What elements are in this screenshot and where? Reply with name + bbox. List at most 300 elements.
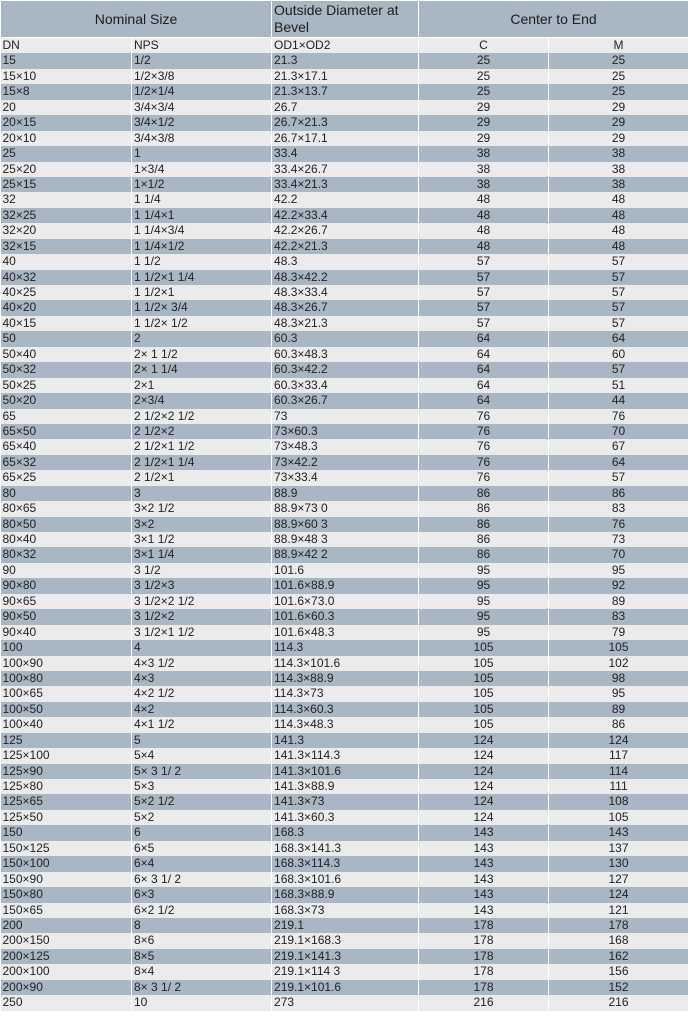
cell-nps: 1 1/2×1 [132,285,272,300]
cell-nps: 2×3/4 [132,393,272,408]
cell-c: 143 [419,887,549,902]
cell-c: 95 [419,594,549,609]
table-row [1,347,688,362]
cell-dn: 125×80 [1,779,132,794]
table-row [1,764,688,779]
cell-m: 216 [549,995,688,1010]
cell-c: 25 [419,84,549,99]
cell-od: 26.7×21.3 [272,115,419,130]
cell-nps: 3×2 1/2 [132,501,272,516]
table-row [1,594,688,609]
cell-m: 92 [549,578,688,593]
cell-dn: 100×50 [1,702,132,717]
cell-c: 64 [419,378,549,393]
cell-m: 44 [549,393,688,408]
cell-m: 162 [549,949,688,964]
cell-c: 95 [419,578,549,593]
cell-dn: 200×150 [1,933,132,948]
cell-c: 143 [419,872,549,887]
cell-dn: 50×40 [1,347,132,362]
cell-c: 178 [419,918,549,933]
cell-m: 86 [549,486,688,501]
cell-od: 73 [272,409,419,424]
table-row [1,810,688,825]
cell-c: 64 [419,393,549,408]
cell-od: 73×33.4 [272,470,419,485]
table-row [1,918,688,933]
cell-dn: 40×15 [1,316,132,331]
table-row [1,517,688,532]
cell-dn: 32 [1,192,132,207]
table-row [1,841,688,856]
cell-c: 143 [419,841,549,856]
cell-m: 168 [549,933,688,948]
cell-m: 48 [549,239,688,254]
cell-dn: 125×50 [1,810,132,825]
table-row [1,933,688,948]
cell-m: 105 [549,810,688,825]
cell-m: 57 [549,270,688,285]
cell-nps: 2× 1 1/2 [132,347,272,362]
table-row [1,903,688,918]
cell-nps: 5 [132,733,272,748]
subheader-c: C [419,38,549,54]
cell-nps: 1 1/2× 1/2 [132,316,272,331]
cell-od: 168.3×114.3 [272,856,419,871]
table-row [1,686,688,701]
table-row [1,794,688,809]
cell-dn: 65 [1,409,132,424]
cell-c: 57 [419,316,549,331]
cell-nps: 1×1/2 [132,177,272,192]
table-row [1,378,688,393]
cell-c: 48 [419,239,549,254]
cell-dn: 100 [1,640,132,655]
cell-m: 60 [549,347,688,362]
cell-c: 25 [419,53,549,68]
cell-od: 60.3×26.7 [272,393,419,408]
cell-dn: 40 [1,254,132,269]
cell-c: 48 [419,223,549,238]
cell-nps: 1 1/4 [132,192,272,207]
cell-dn: 200 [1,918,132,933]
cell-nps: 4×1 1/2 [132,717,272,732]
cell-m: 29 [549,115,688,130]
cell-c: 76 [419,455,549,470]
cell-c: 57 [419,254,549,269]
cell-dn: 25×20 [1,162,132,177]
table-row [1,362,688,377]
cell-nps: 8× 3 1/ 2 [132,980,272,995]
cell-od: 168.3×141.3 [272,841,419,856]
cell-nps: 3 1/2 [132,563,272,578]
table-row [1,779,688,794]
cell-m: 152 [549,980,688,995]
cell-dn: 90×65 [1,594,132,609]
subheader-od: OD1×OD2 [272,38,419,54]
cell-dn: 65×50 [1,424,132,439]
cell-od: 168.3×101.6 [272,872,419,887]
cell-nps: 1 1/4×1/2 [132,239,272,254]
cell-nps: 3 1/2×2 [132,609,272,624]
cell-m: 57 [549,300,688,315]
cell-od: 273 [272,995,419,1010]
cell-dn: 32×20 [1,223,132,238]
cell-m: 83 [549,609,688,624]
cell-dn: 125×100 [1,748,132,763]
cell-m: 102 [549,656,688,671]
cell-c: 64 [419,331,549,346]
table-row [1,717,688,732]
cell-m: 111 [549,779,688,794]
cell-c: 95 [419,563,549,578]
cell-nps: 4×3 1/2 [132,656,272,671]
cell-dn: 40×25 [1,285,132,300]
cell-od: 168.3 [272,825,419,840]
cell-c: 95 [419,609,549,624]
cell-m: 57 [549,470,688,485]
cell-nps: 1 1/4×3/4 [132,223,272,238]
cell-m: 76 [549,517,688,532]
cell-m: 127 [549,872,688,887]
cell-od: 21.3×17.1 [272,69,419,84]
cell-c: 105 [419,702,549,717]
table-row [1,640,688,655]
table-row [1,656,688,671]
cell-m: 73 [549,532,688,547]
header-center-to-end: Center to End [419,1,688,38]
cell-nps: 2 1/2×1 [132,470,272,485]
cell-od: 101.6×88.9 [272,578,419,593]
cell-od: 114.3×48.3 [272,717,419,732]
cell-m: 98 [549,671,688,686]
cell-c: 86 [419,532,549,547]
cell-nps: 8×5 [132,949,272,964]
cell-c: 105 [419,671,549,686]
cell-dn: 100×65 [1,686,132,701]
table-row [1,84,688,99]
cell-m: 48 [549,192,688,207]
cell-nps: 6×4 [132,856,272,871]
cell-m: 25 [549,69,688,84]
cell-m: 89 [549,702,688,717]
cell-nps: 5×4 [132,748,272,763]
cell-od: 141.3 [272,733,419,748]
table-row [1,609,688,624]
cell-nps: 3×1 1/4 [132,547,272,562]
cell-od: 26.7 [272,100,419,115]
cell-nps: 5×3 [132,779,272,794]
subheader-m: M [549,38,688,54]
cell-dn: 250 [1,995,132,1010]
cell-od: 73×42.2 [272,455,419,470]
table-row [1,625,688,640]
cell-nps: 2 1/2×2 [132,424,272,439]
cell-nps: 2 [132,331,272,346]
table-row [1,532,688,547]
table-row [1,300,688,315]
cell-dn: 150×80 [1,887,132,902]
cell-c: 38 [419,146,549,161]
cell-m: 137 [549,841,688,856]
table-row [1,995,688,1010]
cell-c: 57 [419,300,549,315]
cell-nps: 8×4 [132,964,272,979]
cell-nps: 2 1/2×2 1/2 [132,409,272,424]
cell-c: 143 [419,825,549,840]
cell-dn: 100×40 [1,717,132,732]
cell-od: 88.9×60 3 [272,517,419,532]
cell-dn: 32×15 [1,239,132,254]
cell-dn: 50×20 [1,393,132,408]
cell-nps: 2 1/2×1 1/4 [132,455,272,470]
cell-nps: 1 1/2× 3/4 [132,300,272,315]
cell-nps: 3/4×1/2 [132,115,272,130]
cell-c: 25 [419,69,549,84]
table-row [1,825,688,840]
table-row [1,285,688,300]
cell-m: 64 [549,331,688,346]
cell-m: 67 [549,439,688,454]
cell-dn: 125×65 [1,794,132,809]
cell-dn: 150×100 [1,856,132,871]
cell-m: 117 [549,748,688,763]
cell-c: 57 [419,270,549,285]
cell-od: 141.3×88.9 [272,779,419,794]
table-row [1,547,688,562]
cell-nps: 4×3 [132,671,272,686]
cell-c: 76 [419,409,549,424]
cell-od: 33.4×26.7 [272,162,419,177]
cell-c: 29 [419,131,549,146]
cell-c: 143 [419,856,549,871]
cell-dn: 200×90 [1,980,132,995]
cell-c: 124 [419,794,549,809]
cell-nps: 4×2 1/2 [132,686,272,701]
table-row [1,69,688,84]
cell-c: 178 [419,980,549,995]
cell-c: 86 [419,547,549,562]
cell-dn: 15×10 [1,69,132,84]
cell-m: 124 [549,887,688,902]
cell-m: 48 [549,208,688,223]
cell-m: 38 [549,177,688,192]
cell-c: 124 [419,764,549,779]
table-row [1,409,688,424]
header-row [1,1,688,38]
table-row [1,208,688,223]
cell-nps: 6×2 1/2 [132,903,272,918]
cell-od: 48.3×21.3 [272,316,419,331]
cell-m: 29 [549,100,688,115]
cell-m: 70 [549,424,688,439]
cell-od: 33.4×21.3 [272,177,419,192]
header-nominal-size: Nominal Size [1,1,272,38]
cell-m: 76 [549,409,688,424]
table-row [1,115,688,130]
cell-m: 89 [549,594,688,609]
cell-c: 143 [419,903,549,918]
cell-nps: 2 1/2×1 1/2 [132,439,272,454]
header-outside-diameter: Outside Diameter at Bevel [272,1,419,38]
cell-dn: 20 [1,100,132,115]
cell-od: 42.2 [272,192,419,207]
cell-dn: 25 [1,146,132,161]
cell-m: 57 [549,362,688,377]
table-row [1,872,688,887]
cell-c: 57 [419,285,549,300]
cell-m: 38 [549,146,688,161]
cell-m: 83 [549,501,688,516]
cell-dn: 50 [1,331,132,346]
cell-m: 143 [549,825,688,840]
cell-dn: 50×32 [1,362,132,377]
table-row [1,887,688,902]
subheader-nps: NPS [132,38,272,54]
cell-od: 88.9×42 2 [272,547,419,562]
cell-od: 219.1×101.6 [272,980,419,995]
cell-c: 178 [419,964,549,979]
cell-od: 219.1×114 3 [272,964,419,979]
cell-od: 141.3×73 [272,794,419,809]
cell-m: 51 [549,378,688,393]
table-row [1,316,688,331]
table-row [1,439,688,454]
cell-nps: 5×2 [132,810,272,825]
cell-nps: 1/2 [132,53,272,68]
cell-c: 76 [419,439,549,454]
cell-nps: 1 1/2 [132,254,272,269]
cell-nps: 6×5 [132,841,272,856]
cell-c: 105 [419,717,549,732]
cell-m: 95 [549,686,688,701]
cell-dn: 150×65 [1,903,132,918]
table-row [1,455,688,470]
cell-od: 60.3 [272,331,419,346]
cell-c: 178 [419,949,549,964]
cell-dn: 90×40 [1,625,132,640]
cell-od: 219.1×168.3 [272,933,419,948]
cell-m: 25 [549,84,688,99]
cell-od: 141.3×101.6 [272,764,419,779]
cell-nps: 1 1/4×1 [132,208,272,223]
table-row [1,578,688,593]
cell-od: 48.3 [272,254,419,269]
cell-nps: 3/4×3/4 [132,100,272,115]
cell-nps: 1×3/4 [132,162,272,177]
cell-c: 76 [419,424,549,439]
cell-dn: 125 [1,733,132,748]
table-row [1,270,688,285]
table-row [1,501,688,516]
table-row [1,980,688,995]
cell-c: 95 [419,625,549,640]
cell-nps: 3×1 1/2 [132,532,272,547]
cell-m: 156 [549,964,688,979]
cell-nps: 2×1 [132,378,272,393]
cell-m: 105 [549,640,688,655]
cell-c: 86 [419,517,549,532]
cell-od: 88.9×73 0 [272,501,419,516]
table-row [1,702,688,717]
cell-c: 105 [419,640,549,655]
cell-m: 57 [549,254,688,269]
cell-c: 38 [419,162,549,177]
table-row [1,393,688,408]
table-row [1,239,688,254]
cell-od: 168.3×88.9 [272,887,419,902]
cell-m: 48 [549,223,688,238]
cell-c: 124 [419,810,549,825]
cell-od: 141.3×114.3 [272,748,419,763]
cell-c: 29 [419,115,549,130]
cell-od: 42.2×26.7 [272,223,419,238]
cell-dn: 80×65 [1,501,132,516]
cell-nps: 3×2 [132,517,272,532]
cell-od: 60.3×42.2 [272,362,419,377]
cell-m: 121 [549,903,688,918]
cell-od: 73×60.3 [272,424,419,439]
cell-c: 124 [419,748,549,763]
cell-od: 21.3×13.7 [272,84,419,99]
cell-c: 86 [419,486,549,501]
cell-dn: 65×32 [1,455,132,470]
cell-od: 168.3×73 [272,903,419,918]
table-row [1,146,688,161]
cell-dn: 90×80 [1,578,132,593]
cell-dn: 100×90 [1,656,132,671]
cell-nps: 10 [132,995,272,1010]
table-row [1,53,688,68]
cell-dn: 20×10 [1,131,132,146]
table-row [1,162,688,177]
table-row [1,964,688,979]
cell-m: 124 [549,733,688,748]
table-body [1,53,688,1010]
cell-m: 178 [549,918,688,933]
cell-od: 42.2×33.4 [272,208,419,223]
cell-dn: 20×15 [1,115,132,130]
cell-od: 48.3×42.2 [272,270,419,285]
cell-c: 105 [419,686,549,701]
cell-od: 114.3×101.6 [272,656,419,671]
cell-dn: 150×90 [1,872,132,887]
cell-nps: 3/4×3/8 [132,131,272,146]
cell-od: 114.3×73 [272,686,419,701]
cell-m: 70 [549,547,688,562]
cell-dn: 200×125 [1,949,132,964]
cell-nps: 8 [132,918,272,933]
cell-dn: 15 [1,53,132,68]
cell-c: 86 [419,501,549,516]
cell-od: 33.4 [272,146,419,161]
cell-dn: 90×50 [1,609,132,624]
table-row [1,856,688,871]
table-row [1,131,688,146]
cell-dn: 40×20 [1,300,132,315]
cell-od: 42.2×21.3 [272,239,419,254]
cell-od: 101.6×60.3 [272,609,419,624]
cell-m: 86 [549,717,688,732]
cell-m: 95 [549,563,688,578]
cell-c: 124 [419,779,549,794]
cell-m: 29 [549,131,688,146]
cell-c: 124 [419,733,549,748]
cell-od: 88.9 [272,486,419,501]
table-row [1,671,688,686]
cell-dn: 80×40 [1,532,132,547]
cell-c: 216 [419,995,549,1010]
